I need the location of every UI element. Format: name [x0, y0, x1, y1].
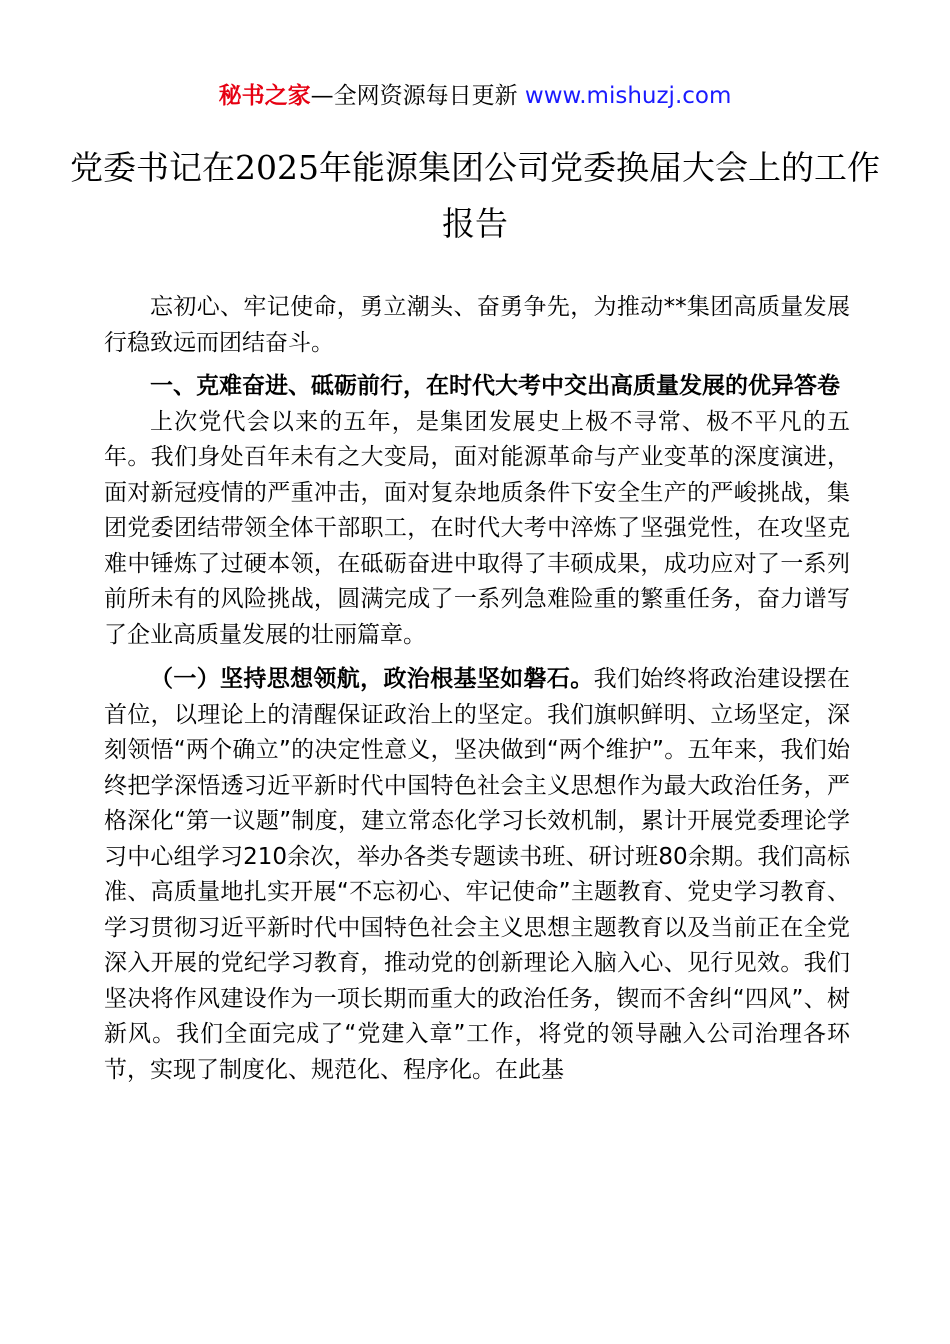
- subsection-paragraph: [104, 662, 850, 1088]
- section-heading: 一、克难奋进、砥砺前行，在时代大考中交出高质量发展的优异答卷: [150, 373, 840, 399]
- subsection-text: 我们始终将政治建设摆在首位，以理论上的清醒保证政治上的坚定。我们旗帜鲜明、立场坚定，深刻领悟“两个确立”的决定性意义，坚决做到“两个维护”。五年来，我们始终把学深悟透习近平新时代中国特色社会主义思想作为最大政治任务，严格深化“第一议题”制度，建立常态化学习长效机制，累计开展党委理论学习中心组学习210余次，举办各类专题读书班、研讨班80余期。我们高标准、高质量地扎实开展“不忘初心、牢记使命”主题教育、党史学习教育、学习贯彻习近平新时代中国特色社会主义思想主题教育以及当前正在全党深入开展的党纪学习教育，推动党的创新理论入脑入心、见行见效。我们坚决将作风建设作为一项长期而重大的政治任务，锲而不舍纠“四风”、树新风。我们全面完成了“党建入章”工作，将党的领导融入公司治理各环节，实现了制度化、规范化、程序化。在此基: [104, 666, 851, 1083]
- intro-paragraph: 忘初心、牢记使命，勇立潮头、奋勇争先，为推动**集团高质量发展行稳致远而团结奋斗。: [104, 294, 850, 356]
- site-tagline: —全网资源每日更新: [310, 83, 525, 109]
- document-title: 党委书记在2025年能源集团公司党委换届大会上的工作报告: [70, 148, 880, 243]
- site-header: [0, 80, 950, 112]
- section-paragraph: 上次党代会以来的五年，是集团发展史上极不寻常、极不平凡的五年。我们身处百年未有之大变局，面对能源革命与产业变革的深度演进，面对新冠疫情的严重冲击，面对复杂地质条件下安全生产的严峻挑战，集团党委团结带领全体干部职工，在时代大考中淬炼了坚强党性，在攻坚克难中锤炼了过硬本领，在砥砺奋进中取得了丰硕成果，成功应对了一系列前所未有的风险挑战，圆满完成了一系列急难险重的繁重任务，奋力谱写了企业高质量发展的壮丽篇章。: [104, 408, 850, 648]
- brand-name: 秘书之家: [218, 83, 311, 109]
- document-body: [104, 290, 850, 1088]
- subsection-lead: （一）坚持思想领航，政治根基坚如磐石。: [150, 666, 594, 692]
- site-url-link[interactable]: www.mishuzj.com: [524, 83, 732, 109]
